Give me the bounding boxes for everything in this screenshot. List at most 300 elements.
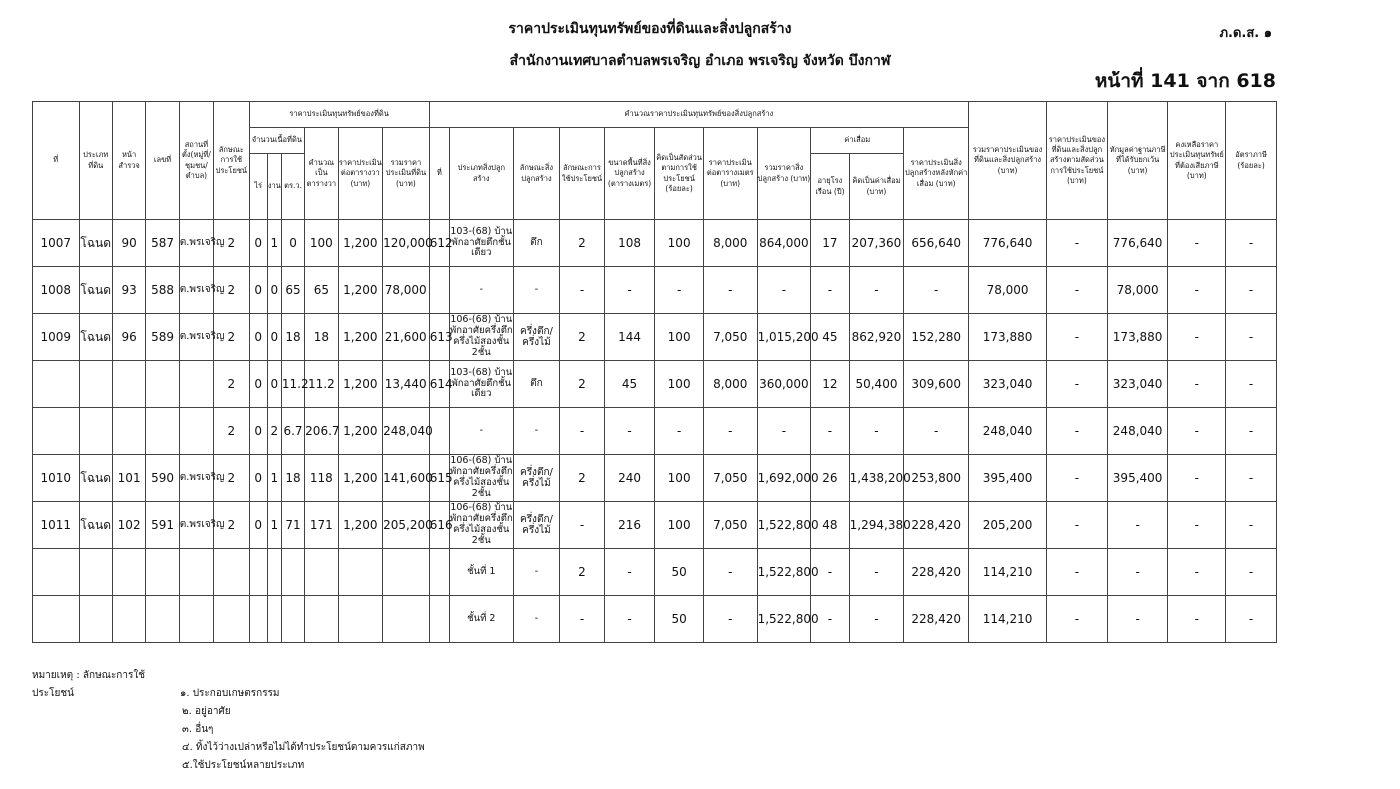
header-total-wa: คำนวณเป็นตารางวา [305,128,338,220]
cell-building-area: 108 [604,220,655,267]
cell-ngan: 2 [267,408,281,455]
cell-remaining: - [1168,220,1226,267]
cell-remaining: - [1168,408,1226,455]
cell-deed-no: 587 [146,220,179,267]
cell-building-usage: - [560,267,605,314]
cell-rai: 0 [249,220,267,267]
cell-location: ต.พรเจริญ [179,267,213,314]
cell-grand-total: 248,040 [969,408,1047,455]
cell-price-per-sqm: 7,050 [703,455,757,502]
cell-tax-rate: - [1226,220,1277,267]
cell-price-per-wa: 1,200 [338,408,383,455]
cell-land-type [79,361,112,408]
cell-price-per-sqm: - [703,408,757,455]
cell-building-total: 1,015,200 [757,314,811,361]
cell-price-per-wa: 1,200 [338,361,383,408]
cell-building-usage: 2 [560,314,605,361]
cell-price-per-wa: 1,200 [338,220,383,267]
cell-building-char: ครึ่งตึก/ครึ่งไม้ [513,314,560,361]
cell-depreciation: - [849,408,904,455]
cell-total-wa [305,549,338,596]
cell-building-area: - [604,267,655,314]
cell-survey-page: 90 [112,220,145,267]
cell-building-type: ชั้นที่ 2 [449,596,513,643]
cell-building-after-depr: - [904,267,969,314]
header-building-no: ที่ [429,128,449,220]
cell-building-total: 360,000 [757,361,811,408]
table-row [33,596,1277,643]
cell-location [179,361,213,408]
cell-age: 17 [811,220,849,267]
header-pct-usage: คิดเป็นสัดส่วนตามการใช้ประโยชน์ (ร้อยละ) [655,128,704,220]
cell-deed-no [146,408,179,455]
page-info: หน้าที่ 141 จาก 618 [1094,70,1276,92]
header-building-type: ประเภทสิ่งปลูกสร้าง [449,128,513,220]
cell-no: 1008 [33,267,80,314]
cell-remaining: - [1168,314,1226,361]
cell-building-usage: 2 [560,220,605,267]
cell-wa: 18 [281,455,304,502]
cell-proportional: - [1047,502,1108,549]
table-row [33,314,1277,361]
cell-rai [249,596,267,643]
cell-building-no [429,596,449,643]
cell-proportional: - [1047,361,1108,408]
note-item: ๕.ใช้ประโยชน์หลายประเภท [182,760,305,771]
cell-no: 1011 [33,502,80,549]
cell-deduction: 776,640 [1107,220,1168,267]
cell-building-no: 612 [429,220,449,267]
cell-building-area: 144 [604,314,655,361]
cell-deed-no: 590 [146,455,179,502]
cell-proportional: - [1047,220,1108,267]
header-building-total: รวมราคาสิ่งปลูกสร้าง (บาท) [757,128,811,220]
cell-price-per-wa: 1,200 [338,267,383,314]
cell-wa [281,549,304,596]
cell-remaining: - [1168,267,1226,314]
cell-building-area: 45 [604,361,655,408]
cell-price-per-wa: 1,200 [338,502,383,549]
table-row [33,455,1277,502]
header-location: สถานที่ตั้ง(หมู่ที่/ชุมชน/ตำบล) [179,102,213,220]
header-depreciation-group: ค่าเสื่อม [811,128,904,154]
cell-building-char: - [513,596,560,643]
cell-price-per-sqm: 7,050 [703,502,757,549]
cell-building-type: - [449,408,513,455]
table-row [33,220,1277,267]
cell-remaining: - [1168,596,1226,643]
cell-rai: 0 [249,455,267,502]
cell-building-after-depr: 152,280 [904,314,969,361]
cell-deed-no [146,361,179,408]
cell-grand-total: 173,880 [969,314,1047,361]
cell-land-type: โฉนด [79,267,112,314]
cell-depreciation: 207,360 [849,220,904,267]
cell-total-wa: 206.7 [305,408,338,455]
cell-wa: 6.7 [281,408,304,455]
cell-usage: 2 [214,220,249,267]
cell-wa: 65 [281,267,304,314]
cell-land-total: 13,440 [383,361,430,408]
cell-deduction: - [1107,596,1168,643]
cell-age: 45 [811,314,849,361]
cell-proportional: - [1047,408,1108,455]
cell-ngan [267,549,281,596]
cell-building-type: 103-(68) บ้านพักอาศัยตึกชั้นเดียว [449,220,513,267]
cell-location [179,408,213,455]
cell-no [33,549,80,596]
cell-no: 1010 [33,455,80,502]
cell-survey-page [112,549,145,596]
cell-building-total: 1,522,800 [757,596,811,643]
header-grand-total: รวมราคาประเมินของที่ดินและสิ่งปลูกสร้าง (บาท) [969,102,1047,220]
cell-wa [281,596,304,643]
cell-usage: 2 [214,502,249,549]
header-age: อายุโรงเรือน (ปี) [811,154,849,220]
cell-grand-total: 776,640 [969,220,1047,267]
header-building-after-depr: ราคาประเมินสิ่งปลูกสร้างหลังหักค่าเสื่อม (บาท) [904,128,969,220]
cell-no: 1009 [33,314,80,361]
cell-wa: 18 [281,314,304,361]
cell-grand-total: 205,200 [969,502,1047,549]
cell-deduction: 78,000 [1107,267,1168,314]
header-ngan: งาน [267,154,281,220]
header-survey-page: หน้าสำรวจ [112,102,145,220]
cell-building-usage: 2 [560,455,605,502]
cell-building-char: ตึก [513,220,560,267]
cell-rai: 0 [249,361,267,408]
cell-ngan: 0 [267,267,281,314]
cell-remaining: - [1168,549,1226,596]
cell-building-type: ชั้นที่ 1 [449,549,513,596]
cell-land-type: โฉนด [79,455,112,502]
cell-pct-usage: 50 [655,549,704,596]
cell-rai: 0 [249,314,267,361]
cell-land-type: โฉนด [79,314,112,361]
cell-pct-usage: 100 [655,314,704,361]
header-price-per-wa: ราคาประเมินต่อตารางวา (บาท) [338,128,383,220]
cell-location [179,596,213,643]
cell-total-wa: 65 [305,267,338,314]
cell-pct-usage: 50 [655,596,704,643]
cell-usage: 2 [214,314,249,361]
cell-survey-page: 101 [112,455,145,502]
cell-building-area: - [604,408,655,455]
cell-rai: 0 [249,502,267,549]
cell-age: - [811,596,849,643]
cell-land-total: 141,600 [383,455,430,502]
cell-land-total [383,596,430,643]
cell-age: - [811,408,849,455]
cell-pct-usage: 100 [655,361,704,408]
cell-deed-no: 589 [146,314,179,361]
header-tax-rate: อัตราภาษี (ร้อยละ) [1226,102,1277,220]
cell-building-type: 106-(68) บ้านพักอาศัยครึ่งตึกครึ่งไม้สองชั้น 2ชั้น [449,455,513,502]
table-row [33,549,1277,596]
cell-price-per-wa [338,549,383,596]
cell-ngan: 1 [267,220,281,267]
cell-total-wa: 118 [305,455,338,502]
cell-building-char: ตึก [513,361,560,408]
cell-depreciation: 50,400 [849,361,904,408]
cell-building-total: 1,522,800 [757,502,811,549]
cell-remaining: - [1168,455,1226,502]
cell-grand-total: 78,000 [969,267,1047,314]
cell-building-total: 1,522,800 [757,549,811,596]
cell-total-wa [305,596,338,643]
cell-deduction: - [1107,549,1168,596]
cell-building-type: 103-(68) บ้านพักอาศัยตึกชั้นเดียว [449,361,513,408]
table-row [33,361,1277,408]
cell-rai: 0 [249,267,267,314]
cell-survey-page [112,408,145,455]
header-remaining: คงเหลือราคาประเมินทุนทรัพย์ที่ต้องเสียภาษี (บาท) [1168,102,1226,220]
cell-building-area: 216 [604,502,655,549]
cell-building-no [429,267,449,314]
cell-depreciation: 862,920 [849,314,904,361]
cell-building-total: 864,000 [757,220,811,267]
table-row [33,502,1277,549]
cell-building-type: 106-(68) บ้านพักอาศัยครึ่งตึกครึ่งไม้สองชั้น 2ชั้น [449,314,513,361]
cell-remaining: - [1168,502,1226,549]
cell-building-after-depr: 253,800 [904,455,969,502]
cell-tax-rate: - [1226,455,1277,502]
assessment-table [32,101,1277,643]
header-building-char: ลักษณะสิ่งปลูกสร้าง [513,128,560,220]
cell-survey-page: 96 [112,314,145,361]
cell-tax-rate: - [1226,314,1277,361]
cell-ngan: 1 [267,455,281,502]
cell-depreciation: - [849,549,904,596]
cell-building-char: - [513,549,560,596]
cell-no [33,361,80,408]
cell-age: 12 [811,361,849,408]
cell-no: 1007 [33,220,80,267]
cell-age: - [811,549,849,596]
cell-survey-page: 102 [112,502,145,549]
header-area-group: จำนวนเนื้อที่ดิน [249,128,305,154]
cell-building-usage: - [560,408,605,455]
cell-pct-usage: - [655,267,704,314]
form-code: ภ.ด.ส. ๑ [1219,26,1272,41]
cell-land-total: 120,000 [383,220,430,267]
cell-building-after-depr: 228,420 [904,596,969,643]
cell-location: ต.พรเจริญ [179,455,213,502]
cell-building-usage: 2 [560,361,605,408]
cell-survey-page [112,596,145,643]
header-price-per-sqm: ราคาประเมินต่อตารางเมตร (บาท) [703,128,757,220]
cell-land-type: โฉนด [79,220,112,267]
cell-age: 48 [811,502,849,549]
cell-building-area: - [604,596,655,643]
cell-ngan: 0 [267,314,281,361]
cell-total-wa: 18 [305,314,338,361]
cell-land-type: โฉนด [79,502,112,549]
cell-survey-page: 93 [112,267,145,314]
cell-building-char: - [513,267,560,314]
cell-ngan: 0 [267,361,281,408]
note-item: ๔. ทิ้งไว้ว่างเปล่าหรือไม่ได้ทำประโยชน์ตามควรแก่สภาพ [182,742,425,753]
header-proportional: ราคาประเมินของที่ดินและสิ่งปลูกสร้างตามสัดส่วนการใช้ประโยชน์ (บาท) [1047,102,1108,220]
cell-land-type [79,549,112,596]
cell-grand-total: 114,210 [969,549,1047,596]
cell-usage [214,549,249,596]
cell-location: ต.พรเจริญ [179,502,213,549]
header-deed-no: เลขที่ [146,102,179,220]
header-wa: ตร.ว. [281,154,304,220]
cell-grand-total: 114,210 [969,596,1047,643]
cell-tax-rate: - [1226,267,1277,314]
cell-usage: 2 [214,267,249,314]
cell-survey-page [112,361,145,408]
cell-deed-no: 588 [146,267,179,314]
cell-wa: 11.2 [281,361,304,408]
cell-deduction: 248,040 [1107,408,1168,455]
cell-no [33,408,80,455]
cell-price-per-sqm: 7,050 [703,314,757,361]
cell-building-no: 615 [429,455,449,502]
cell-age: 26 [811,455,849,502]
cell-ngan [267,596,281,643]
cell-pct-usage: - [655,408,704,455]
cell-land-type [79,408,112,455]
cell-tax-rate: - [1226,549,1277,596]
cell-building-usage: 2 [560,549,605,596]
notes-section [32,667,425,775]
cell-building-after-depr: - [904,408,969,455]
header-building-group: คำนวณราคาประเมินทุนทรัพย์ของสิ่งปลูกสร้าง [429,102,968,128]
header-land-type: ประเภทที่ดิน [79,102,112,220]
cell-location: ต.พรเจริญ [179,220,213,267]
cell-deed-no: 591 [146,502,179,549]
header-usage: ลักษณะการใช้ประโยชน์ [214,102,249,220]
cell-building-char: ครึ่งตึก/ครึ่งไม้ [513,455,560,502]
cell-building-usage: - [560,596,605,643]
header-building-area: ขนาดพื้นที่สิ่งปลูกสร้าง (ตารางเมตร) [604,128,655,220]
cell-land-total: 248,040 [383,408,430,455]
header-deduction: หักมูลค่าฐานภาษีที่ได้รับยกเว้น (บาท) [1107,102,1168,220]
table-row [33,408,1277,455]
cell-price-per-wa: 1,200 [338,314,383,361]
header-no: ที่ [33,102,80,220]
header-building-usage: ลักษณะการใช้ประโยชน์ [560,128,605,220]
cell-price-per-sqm: 8,000 [703,361,757,408]
cell-deed-no [146,596,179,643]
header-depr-amount: คิดเป็นค่าเสื่อม (บาท) [849,154,904,220]
cell-tax-rate: - [1226,596,1277,643]
cell-pct-usage: 100 [655,502,704,549]
cell-deduction: 173,880 [1107,314,1168,361]
cell-ngan: 1 [267,502,281,549]
cell-age: - [811,267,849,314]
cell-building-type: 106-(68) บ้านพักอาศัยครึ่งตึกครึ่งไม้สองชั้น 2ชั้น [449,502,513,549]
cell-building-no [429,549,449,596]
cell-proportional: - [1047,549,1108,596]
note-item: ๑. ประกอบเกษตรกรรม [180,688,280,699]
cell-proportional: - [1047,596,1108,643]
cell-usage: 2 [214,408,249,455]
cell-building-area: 240 [604,455,655,502]
cell-price-per-sqm: - [703,267,757,314]
cell-proportional: - [1047,314,1108,361]
document-subtitle: สำนักงานเทศบาลตำบลพรเจริญ อำเภอ พรเจริญ จังหวัด บึงกาฬ [509,53,891,69]
cell-depreciation: - [849,267,904,314]
cell-rai: 0 [249,408,267,455]
cell-building-type: - [449,267,513,314]
cell-location [179,549,213,596]
cell-deduction: 323,040 [1107,361,1168,408]
notes-label: หมายเหตุ : ลักษณะการใช้ประโยชน์ [32,670,146,699]
cell-location: ต.พรเจริญ [179,314,213,361]
cell-deduction: - [1107,502,1168,549]
cell-total-wa: 11.2 [305,361,338,408]
cell-usage [214,596,249,643]
cell-deed-no [146,549,179,596]
cell-building-total: 1,692,000 [757,455,811,502]
cell-building-total: - [757,408,811,455]
cell-price-per-sqm: - [703,596,757,643]
cell-pct-usage: 100 [655,220,704,267]
cell-depreciation: 1,294,380 [849,502,904,549]
cell-depreciation: 1,438,200 [849,455,904,502]
cell-total-wa: 171 [305,502,338,549]
cell-tax-rate: - [1226,361,1277,408]
cell-rai [249,549,267,596]
header-rai: ไร่ [249,154,267,220]
header-land-group: ราคาประเมินทุนทรัพย์ของที่ดิน [249,102,429,128]
cell-grand-total: 395,400 [969,455,1047,502]
cell-building-area: - [604,549,655,596]
cell-wa: 71 [281,502,304,549]
cell-no [33,596,80,643]
cell-land-total [383,549,430,596]
note-item: ๓. อื่นๆ [182,724,214,735]
cell-building-after-depr: 656,640 [904,220,969,267]
cell-building-char: ครึ่งตึก/ครึ่งไม้ [513,502,560,549]
cell-building-after-depr: 228,420 [904,502,969,549]
cell-building-no: 613 [429,314,449,361]
cell-wa: 0 [281,220,304,267]
cell-land-total: 21,600 [383,314,430,361]
cell-proportional: - [1047,267,1108,314]
cell-usage: 2 [214,361,249,408]
cell-pct-usage: 100 [655,455,704,502]
document-title: ราคาประเมินทุนทรัพย์ของที่ดินและสิ่งปลูกสร้าง [508,21,792,37]
cell-remaining: - [1168,361,1226,408]
cell-price-per-sqm: - [703,549,757,596]
cell-usage: 2 [214,455,249,502]
cell-building-usage: - [560,502,605,549]
cell-building-after-depr: 309,600 [904,361,969,408]
cell-depreciation: - [849,596,904,643]
cell-land-total: 78,000 [383,267,430,314]
cell-price-per-sqm: 8,000 [703,220,757,267]
cell-grand-total: 323,040 [969,361,1047,408]
table-row [33,267,1277,314]
header-land-total: รวมราคาประเมินที่ดิน (บาท) [383,128,430,220]
note-item: ๒. อยู่อาศัย [182,706,231,717]
cell-price-per-wa [338,596,383,643]
cell-land-total: 205,200 [383,502,430,549]
cell-building-no: 616 [429,502,449,549]
cell-price-per-wa: 1,200 [338,455,383,502]
cell-land-type [79,596,112,643]
cell-proportional: - [1047,455,1108,502]
cell-total-wa: 100 [305,220,338,267]
cell-tax-rate: - [1226,408,1277,455]
cell-deduction: 395,400 [1107,455,1168,502]
cell-building-after-depr: 228,420 [904,549,969,596]
